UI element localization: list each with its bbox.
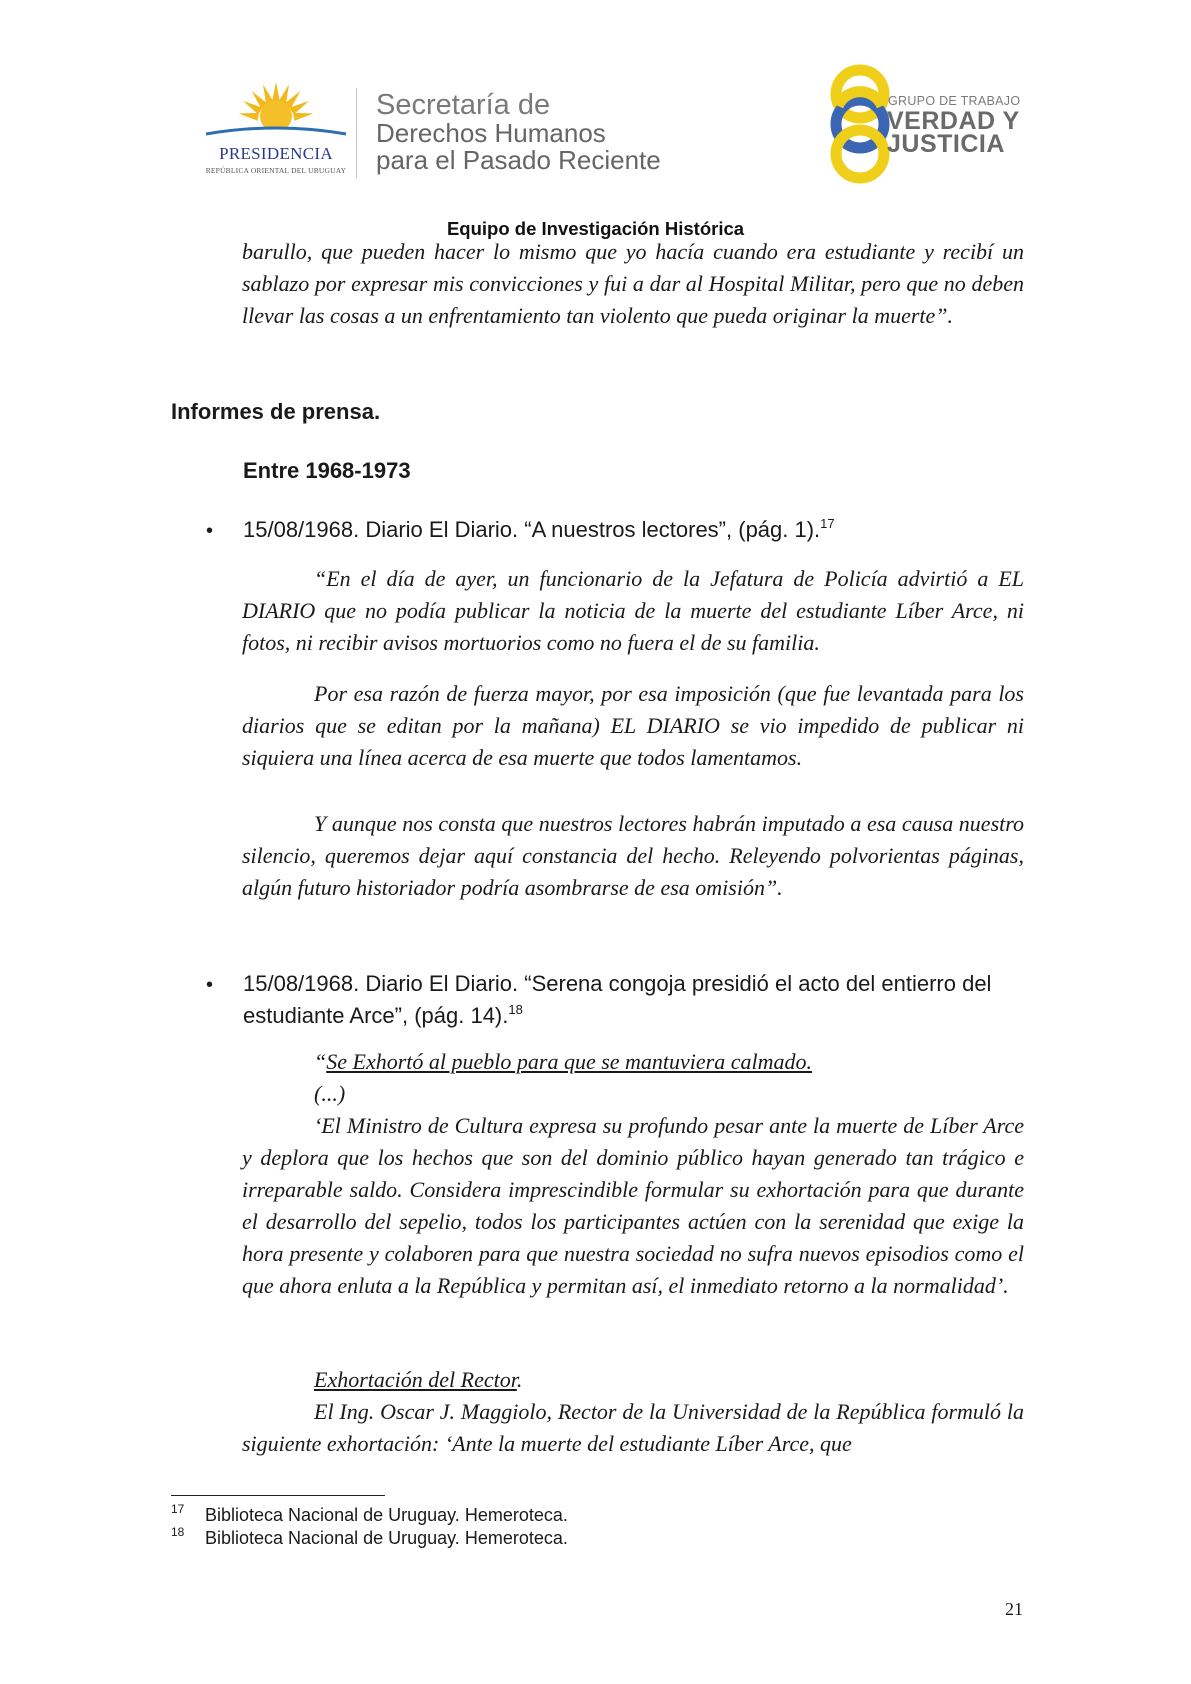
gvj-line-1: GRUPO DE TRABAJO	[888, 94, 1021, 108]
rector-heading: Exhortación del Rector	[314, 1367, 517, 1392]
header-divider	[356, 88, 357, 178]
footnote-18-text: Biblioteca Nacional de Uruguay. Hemeroteca.	[205, 1528, 568, 1548]
entry-1-para-1: “En el día de ayer, un funcionario de la Jefatura de Policía advirtió a EL DIARIO que no podía publicar la noticia de la muerte del estudiante Líber Arce, ni fotos, ni recibir avisos mortuorios como no fuera el de su familia.	[242, 566, 1024, 655]
footnote-ref-17: 17	[820, 516, 835, 531]
footnote-17-number: 17	[171, 1502, 185, 1516]
presidencia-subtitle: REPÚBLICA ORIENTAL DEL URUGUAY	[205, 166, 347, 175]
team-heading: Equipo de Investigación Histórica	[446, 218, 745, 239]
quote-open-mark: “	[314, 1049, 327, 1074]
entry-1-title	[243, 514, 1028, 546]
subsection-title: Entre 1968-1973	[243, 458, 411, 483]
section-title: Informes de prensa.	[171, 399, 381, 424]
gvj-line-3: JUSTICIA	[887, 130, 1005, 158]
rector-heading-dot: .	[516, 1367, 523, 1392]
minister-paragraph: ‘El Ministro de Cultura expresa su profundo pesar ante la muerte de Líber Arce y deplora que los hechos que son del dominio público hayan generado tan trágico e irreparable saldo. Considera imprescindible formular su exhortación para que durante el desarrollo del sepelio, todos los participantes actúen con la serenidad que exige la hora presente y colaboren para que nuestra sociedad no sufra nuevos episodios como el que ahora enluta a la República y permitan así, el inmediato retorno a la normalidad’.	[242, 1113, 1024, 1298]
entry-1-title-text: 15/08/1968. Diario El Diario. “A nuestros lectores”, (pág. 1).	[243, 517, 821, 542]
presidencia-name: PRESIDENCIA	[219, 144, 333, 163]
secretaria-logo-text	[376, 90, 661, 174]
footnote-18-number: 18	[171, 1525, 185, 1539]
entry-2-title-text: 15/08/1968. Diario El Diario. “Serena congoja presidió el acto del entierro del estudiante Arce”, (pág. 14).	[243, 971, 992, 1028]
bullet-2: •	[206, 974, 214, 996]
entry-1-para-2: Por esa razón de fuerza mayor, por esa imposición (que fue levantada para los diarios que se editan por la mañana) EL DIARIO se vio impedido de publicar ni siquiera una línea acerca de esa muerte que todos lamentamos.	[242, 681, 1024, 770]
entry-1-para-3: Y aunque nos consta que nuestros lectores habrán imputado a esa causa nuestro silencio, queremos dejar aquí constancia del hecho. Releyendo polvorientas páginas, algún futuro historiador podría asombrarse de esa omisión”.	[242, 811, 1024, 900]
quote-ellipsis: (...)	[314, 1081, 346, 1106]
presidencia-logo	[196, 80, 356, 180]
bullet-1: •	[206, 520, 214, 542]
secretaria-line-3: para el Pasado Reciente	[376, 145, 661, 175]
sun-emblem-icon	[196, 80, 356, 144]
quote-heading-line	[314, 1046, 812, 1078]
intro-quote: barullo, que pueden hacer lo mismo que yo hacía cuando era estudiante y recibí un sablazo por expresar mis convicciones y fui a dar al Hospital Militar, pero que no deben llevar las cosas a un enfrentamiento tan violento que pueda originar la muerte”.	[242, 239, 1024, 328]
rector-paragraph: El Ing. Oscar J. Maggiolo, Rector de la Universidad de la República formuló la siguiente exhortación: ‘Ante la muerte del estudiante Líber Arce, que	[242, 1399, 1024, 1456]
rector-heading-line	[314, 1364, 522, 1396]
quote-heading: Se Exhortó al pueblo para que se mantuviera calmado.	[326, 1049, 813, 1074]
secretaria-line-2: Derechos Humanos	[376, 118, 606, 148]
footnote-17-text: Biblioteca Nacional de Uruguay. Hemeroteca.	[205, 1505, 568, 1525]
entry-2-title	[243, 968, 1028, 1032]
footnote-separator	[171, 1495, 385, 1496]
footnote-ref-18: 18	[508, 1002, 523, 1017]
page-number: 21	[1005, 1599, 1023, 1619]
gvj-line-2: VERDAD Y	[887, 107, 1020, 135]
secretaria-line-1: Secretaría de	[376, 89, 551, 121]
